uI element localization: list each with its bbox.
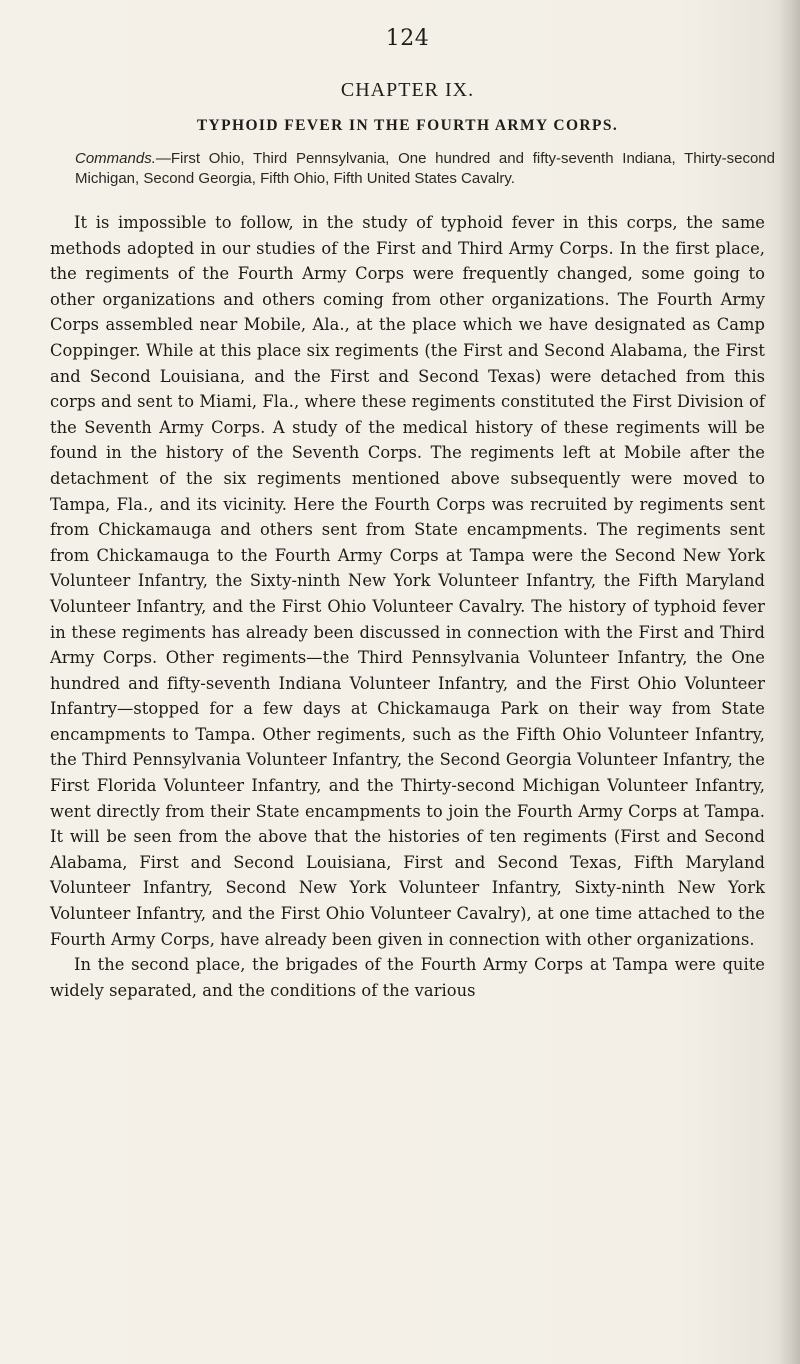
commands-text: —First Ohio, Third Pennsylvania, One hundred and fifty-seventh Indiana, Thirty-second Michigan, Second Georgia, Fifth Ohio, Fifth United States Cavalry. (75, 150, 775, 187)
section-title: TYPHOID FEVER IN THE FOURTH ARMY CORPS. (196, 117, 619, 134)
chapter-title: CHAPTER IX. (340, 79, 475, 101)
paragraph-2: In the second place, the brigades of the Fourth Army Corps at Tampa were quite widely separated, and the conditions of the various (50, 955, 765, 1000)
paragraph-1: It is impossible to follow, in the study of typhoid fever in this corps, the same methods adopted in our studies of the First and Third Army Corps. In the first place, the regiments of the Fourth Army Corps were frequently changed, some going to other organizations and others coming from other organizations. The Fourth Army Corps assembled near Mobile, Ala., at the place which we have designated as Camp Coppinger. While at this place six regiments (the First and Second Alabama, the First and Second Louisiana, and the First and Second Texas) were detached from this corps and sent to Miami, Fla., where these regiments constituted the First Division of the Seventh Army Corps. A study of the medical history of these regiments will be found in the history of the Seventh Corps. The regiments left at Mobile after the detachment of the six regiments mentioned above subsequently were moved to Tampa, Fla., and its vicinity. Here the Fourth Corps was recruited by regiments sent from Chickamauga and others sent from State encampments. The regiments sent from Chickamauga to the Fourth Army Corps at Tampa were the Second New York Volunteer Infantry, the Sixty-ninth New York Volunteer Infantry, the Fifth Maryland Volunteer Infantry, and the First Ohio Volunteer Cavalry. The history of typhoid fever in these regiments has already been discussed in connection with the First and Third Army Corps. Other regiments—the Third Pennsylvania Volunteer Infantry, the One hundred and fifty-seventh Indiana Volunteer Infantry, and the First Ohio Volunteer Infantry—stopped for a few days at Chickamauga Park on their way from State encampments to Tampa. Other regiments, such as the Fifth Ohio Volunteer Infantry, the Third Pennsylvania Volunteer Infantry, the Second Georgia Volunteer Infantry, the First Florida Volunteer Infantry, and the Thirty-second Michigan Volunteer Infantry, went directly from their State encampments to join the Fourth Army Corps at Tampa. It will be seen from the above that the histories of ten regiments (First and Second Alabama, First and Second Louisiana, First and Second Texas, Fifth Maryland Volunteer Infantry, Second New York Volunteer Infantry, Sixty-ninth New York Volunteer Infantry, and the First Ohio Volunteer Cavalry), at one time attached to the Fourth Army Corps, have already been given in connection with other organizations. (50, 213, 765, 949)
commands-label: Commands. (75, 150, 156, 167)
page-edge-shadow (778, 0, 800, 1364)
body-text (50, 210, 765, 1003)
page-number: 124 (385, 26, 430, 51)
commands-note (75, 149, 775, 189)
